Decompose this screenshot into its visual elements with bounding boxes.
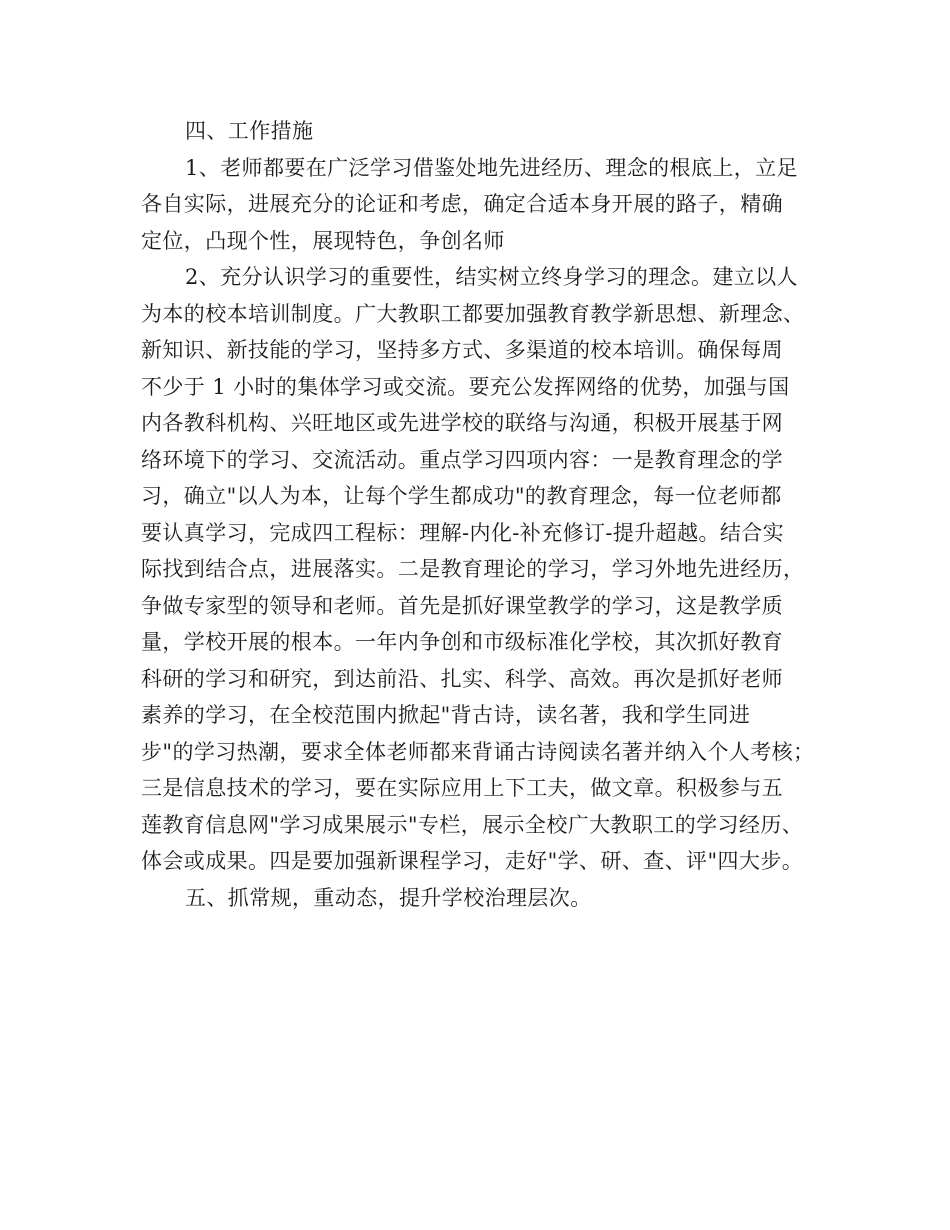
document-body bbox=[141, 113, 821, 916]
paragraph-line: 为本的校本培训制度。广大教职工都要加强教育教学新思想、新理念、 bbox=[141, 301, 805, 326]
section-heading-five: 五、抓常规，重动态，提升学校治理层次。 bbox=[185, 885, 592, 910]
paragraph-line: 要认真学习，完成四工程标：理解-内化-补充修订-提升超越。结合实 bbox=[141, 520, 785, 545]
paragraph-line: 2、充分认识学习的重要性，结实树立终身学习的理念。建立以人 bbox=[185, 265, 798, 289]
paragraph-line: 量，学校开展的根本。一年内争创和市级标准化学校，其次抓好教育 bbox=[141, 630, 783, 654]
paragraph-line: 际找到结合点，进展落实。二是教育理论的学习，学习外地先进经历， bbox=[141, 557, 805, 581]
paragraph-line: 内各教科机构、兴旺地区或先进学校的联络与沟通，积极开展基于网 bbox=[141, 411, 783, 435]
paragraph-line: 1、老师都要在广泛学习借鉴处地先进经历、理念的根底上，立足 bbox=[185, 155, 798, 180]
paragraph-line: 科研的学习和研究，到达前沿、扎实、科学、高效。再次是抓好老师 bbox=[141, 666, 783, 691]
paragraph-line: 不少于 1 小时的集体学习或交流。要充公发挥网络的优势，加强与国 bbox=[141, 374, 790, 399]
paragraph-line: 莲教育信息网"学习成果展示"专栏，展示全校广大教职工的学习经历、 bbox=[141, 812, 804, 837]
paragraph-line: 三是信息技术的学习，要在实际应用上下工夫，做文章。积极参与五 bbox=[141, 776, 783, 800]
paragraph-line: 步"的学习热潮，要求全体老师都来背诵古诗阅读名著并纳入个人考核； bbox=[141, 739, 815, 764]
paragraph-line: 定位，凸现个性，展现特色，争创名师 bbox=[141, 228, 505, 253]
paragraph-line: 争做专家型的领导和老师。首先是抓好课堂教学的学习，这是教学质 bbox=[141, 593, 783, 618]
section-heading-four: 四、工作措施 bbox=[185, 119, 314, 143]
paragraph-line: 新知识、新技能的学习，坚持多方式、多渠道的校本培训。确保每周 bbox=[141, 338, 783, 362]
paragraph-line: 络环境下的学习、交流活动。重点学习四项内容：一是教育理念的学 bbox=[141, 447, 783, 472]
paragraph-line: 习，确立"以人为本，让每个学生都成功"的教育理念，每一位老师都 bbox=[141, 484, 782, 508]
paragraph-line: 素养的学习，在全校范围内掀起"背古诗，读名著，我和学生同进 bbox=[141, 703, 751, 727]
paragraph-line: 体会或成果。四是要加强新课程学习，走好"学、研、查、评"四大步。 bbox=[141, 849, 804, 873]
paragraph-line: 各自实际，进展充分的论证和考虑，确定合适本身开展的路子，精确 bbox=[141, 192, 783, 216]
